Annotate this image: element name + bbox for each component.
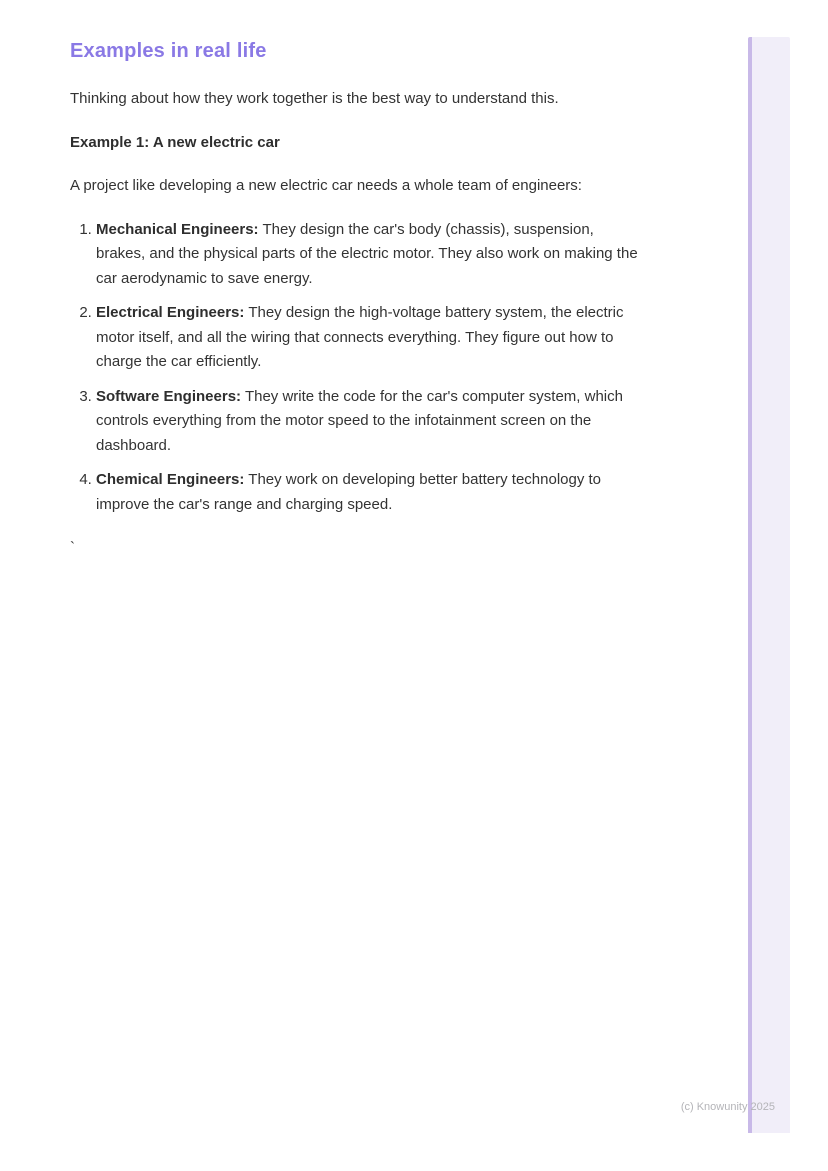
list-item-chemical [96, 468, 642, 517]
list-item-label: Software Engineers: [96, 387, 242, 405]
right-accent-strip [748, 37, 790, 1133]
list-item-mechanical [96, 218, 642, 292]
copyright-footer: (c) Knowunity 2025 [680, 1101, 775, 1113]
list-item-text: They work on developing better battery technology to improve the car's range and charging speed. [96, 471, 602, 513]
list-item-text: They design the high-voltage battery system, the electric motor itself, and all the wiring that connects everything. They figure out how to charge the car efficiently. [96, 304, 624, 370]
list-item-text: They write the code for the car's computer system, which controls everything from the motor speed to the infotainment screen on the dashboard. [96, 387, 623, 454]
example-title: Example 1: A new electric car [70, 133, 280, 151]
stray-backtick: ` [70, 539, 75, 556]
engineers-list [70, 218, 642, 518]
list-item-software [96, 385, 642, 459]
example-intro-paragraph: A project like developing a new electric car needs a whole team of engineers: [70, 177, 582, 194]
list-item-electrical [96, 301, 642, 375]
document-content [70, 38, 642, 561]
list-item-text: They design the car's body (chassis), suspension, brakes, and the physical parts of the electric motor. They also work on making the car aerodynamic to save energy. [96, 220, 638, 287]
page-title: Examples in real life [70, 40, 267, 62]
list-item-label: Chemical Engineers: [96, 471, 245, 488]
list-item-label: Mechanical Engineers: [96, 220, 259, 238]
intro-paragraph: Thinking about how they work together is the best way to understand this. [70, 90, 559, 107]
list-item-label: Electrical Engineers: [96, 304, 245, 321]
